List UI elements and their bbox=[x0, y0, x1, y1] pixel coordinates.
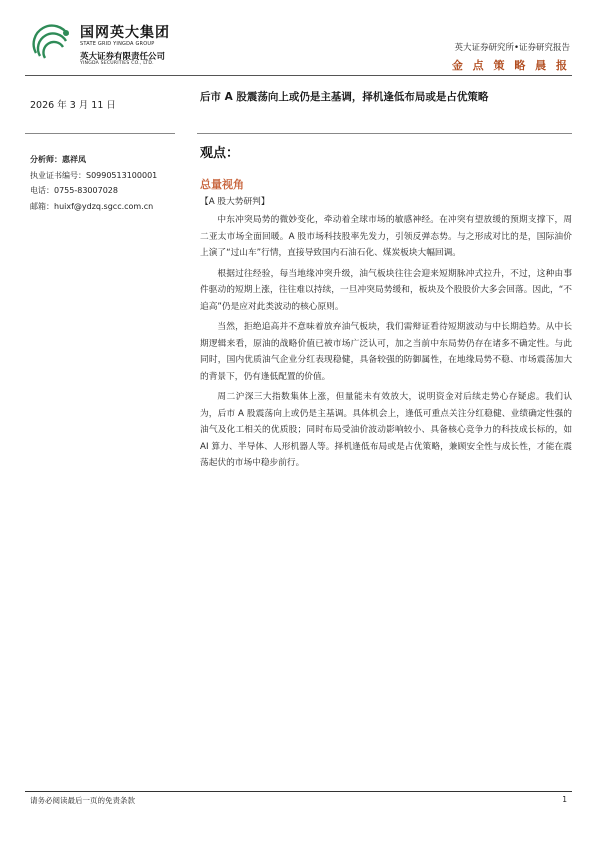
paragraph: 当然，拒绝追高并不意味着放弃油气板块，我们需辩证看待短期波动与中长期趋势。从中长期逻辑来看，原油的战略价值已被市场广泛认可，加之当前中东局势仍存在诸多不确定性。与此同时，国内优质油气企业分红表现稳健，具备较强的防御属性，在地缘局势不稳、市场震荡加大的背景下，仍有逢低配置的价值。 bbox=[200, 322, 572, 382]
analyst-email: 邮箱：huixf@ydzq.sgcc.com.cn bbox=[30, 201, 154, 211]
page-number: 1 bbox=[562, 795, 567, 804]
paragraph: 周二沪深三大指数集体上涨，但量能未有效放大，说明资金对后续走势心存疑虑。我们认为，后市 A 股震荡向上或仍是主基调。具体机会上，逢低可重点关注分红稳健、业绩确定性强的油气及化工相关的优质股；同时布局受油价波动影响较小、具备核心竞争力的科技成长标的，如 AI 算力、半导体、人形机器人等。择机逢低布局或是占优策略，兼顾安全性与成长性，才能在震荡起伏的市场中稳步前行。 bbox=[200, 392, 572, 468]
analyst-name-label: 分析师： bbox=[30, 155, 62, 164]
paragraph: 中东冲突局势的微妙变化，牵动着全球市场的敏感神经。在冲突有望放缓的预期支撑下，周二亚太市场全面回暖。A 股市场科技股率先发力，引领反弹态势。与之形成对比的是，国际油价上演了“过山车”行情，直接导致国内石油石化、煤炭板块大幅回调。 bbox=[200, 215, 572, 258]
analyst-info bbox=[30, 152, 157, 214]
logo-text-en: STATE GRID YINGDA GROUP bbox=[80, 41, 155, 47]
body-text bbox=[200, 212, 572, 476]
right-divider bbox=[197, 133, 572, 134]
paragraph: 根据过往经验，每当地缘冲突升级，油气板块往往会迎来短期脉冲式拉升，不过，这种由事件驱动的短期上涨，往往难以持续，一旦冲突局势缓和，板块及个股股价大多会回落。因此，“不追高”仍是应对此类波动的核心原则。 bbox=[200, 268, 572, 312]
company-name-cn: 英大证券有限责任公司 bbox=[80, 52, 166, 62]
analyst-phone: 电话：0755-83007028 bbox=[30, 186, 118, 195]
company-name-en: YINGDA SECURITIES CO., LTD. bbox=[80, 61, 154, 66]
header-divider bbox=[25, 75, 572, 76]
footer-divider bbox=[25, 791, 572, 792]
topic-tag: 【A 股大势研判】 bbox=[200, 197, 270, 207]
logo-text-cn: 国网英大集团 bbox=[80, 25, 170, 41]
section-heading: 总量视角 bbox=[200, 178, 244, 191]
footer-disclaimer: 请务必阅读最后一页的免责条款 bbox=[30, 796, 135, 805]
view-heading: 观点： bbox=[200, 146, 240, 161]
institute-label: 英大证券研究所•证券研究报告 bbox=[454, 43, 570, 53]
left-divider bbox=[25, 133, 175, 134]
analyst-name: 惠祥凤 bbox=[62, 155, 86, 164]
report-title: 后市 A 股震荡向上或仍是主基调，择机逢低布局或是占优策略 bbox=[200, 91, 489, 103]
report-date: 2026 年 3 月 11 日 bbox=[30, 100, 116, 111]
company-logo-icon bbox=[30, 23, 76, 61]
analyst-license: 执业证书编号：S0990513100001 bbox=[30, 170, 158, 180]
analyst-name-row bbox=[30, 152, 157, 168]
report-type: 金 点 策 略 晨 报 bbox=[451, 59, 570, 72]
